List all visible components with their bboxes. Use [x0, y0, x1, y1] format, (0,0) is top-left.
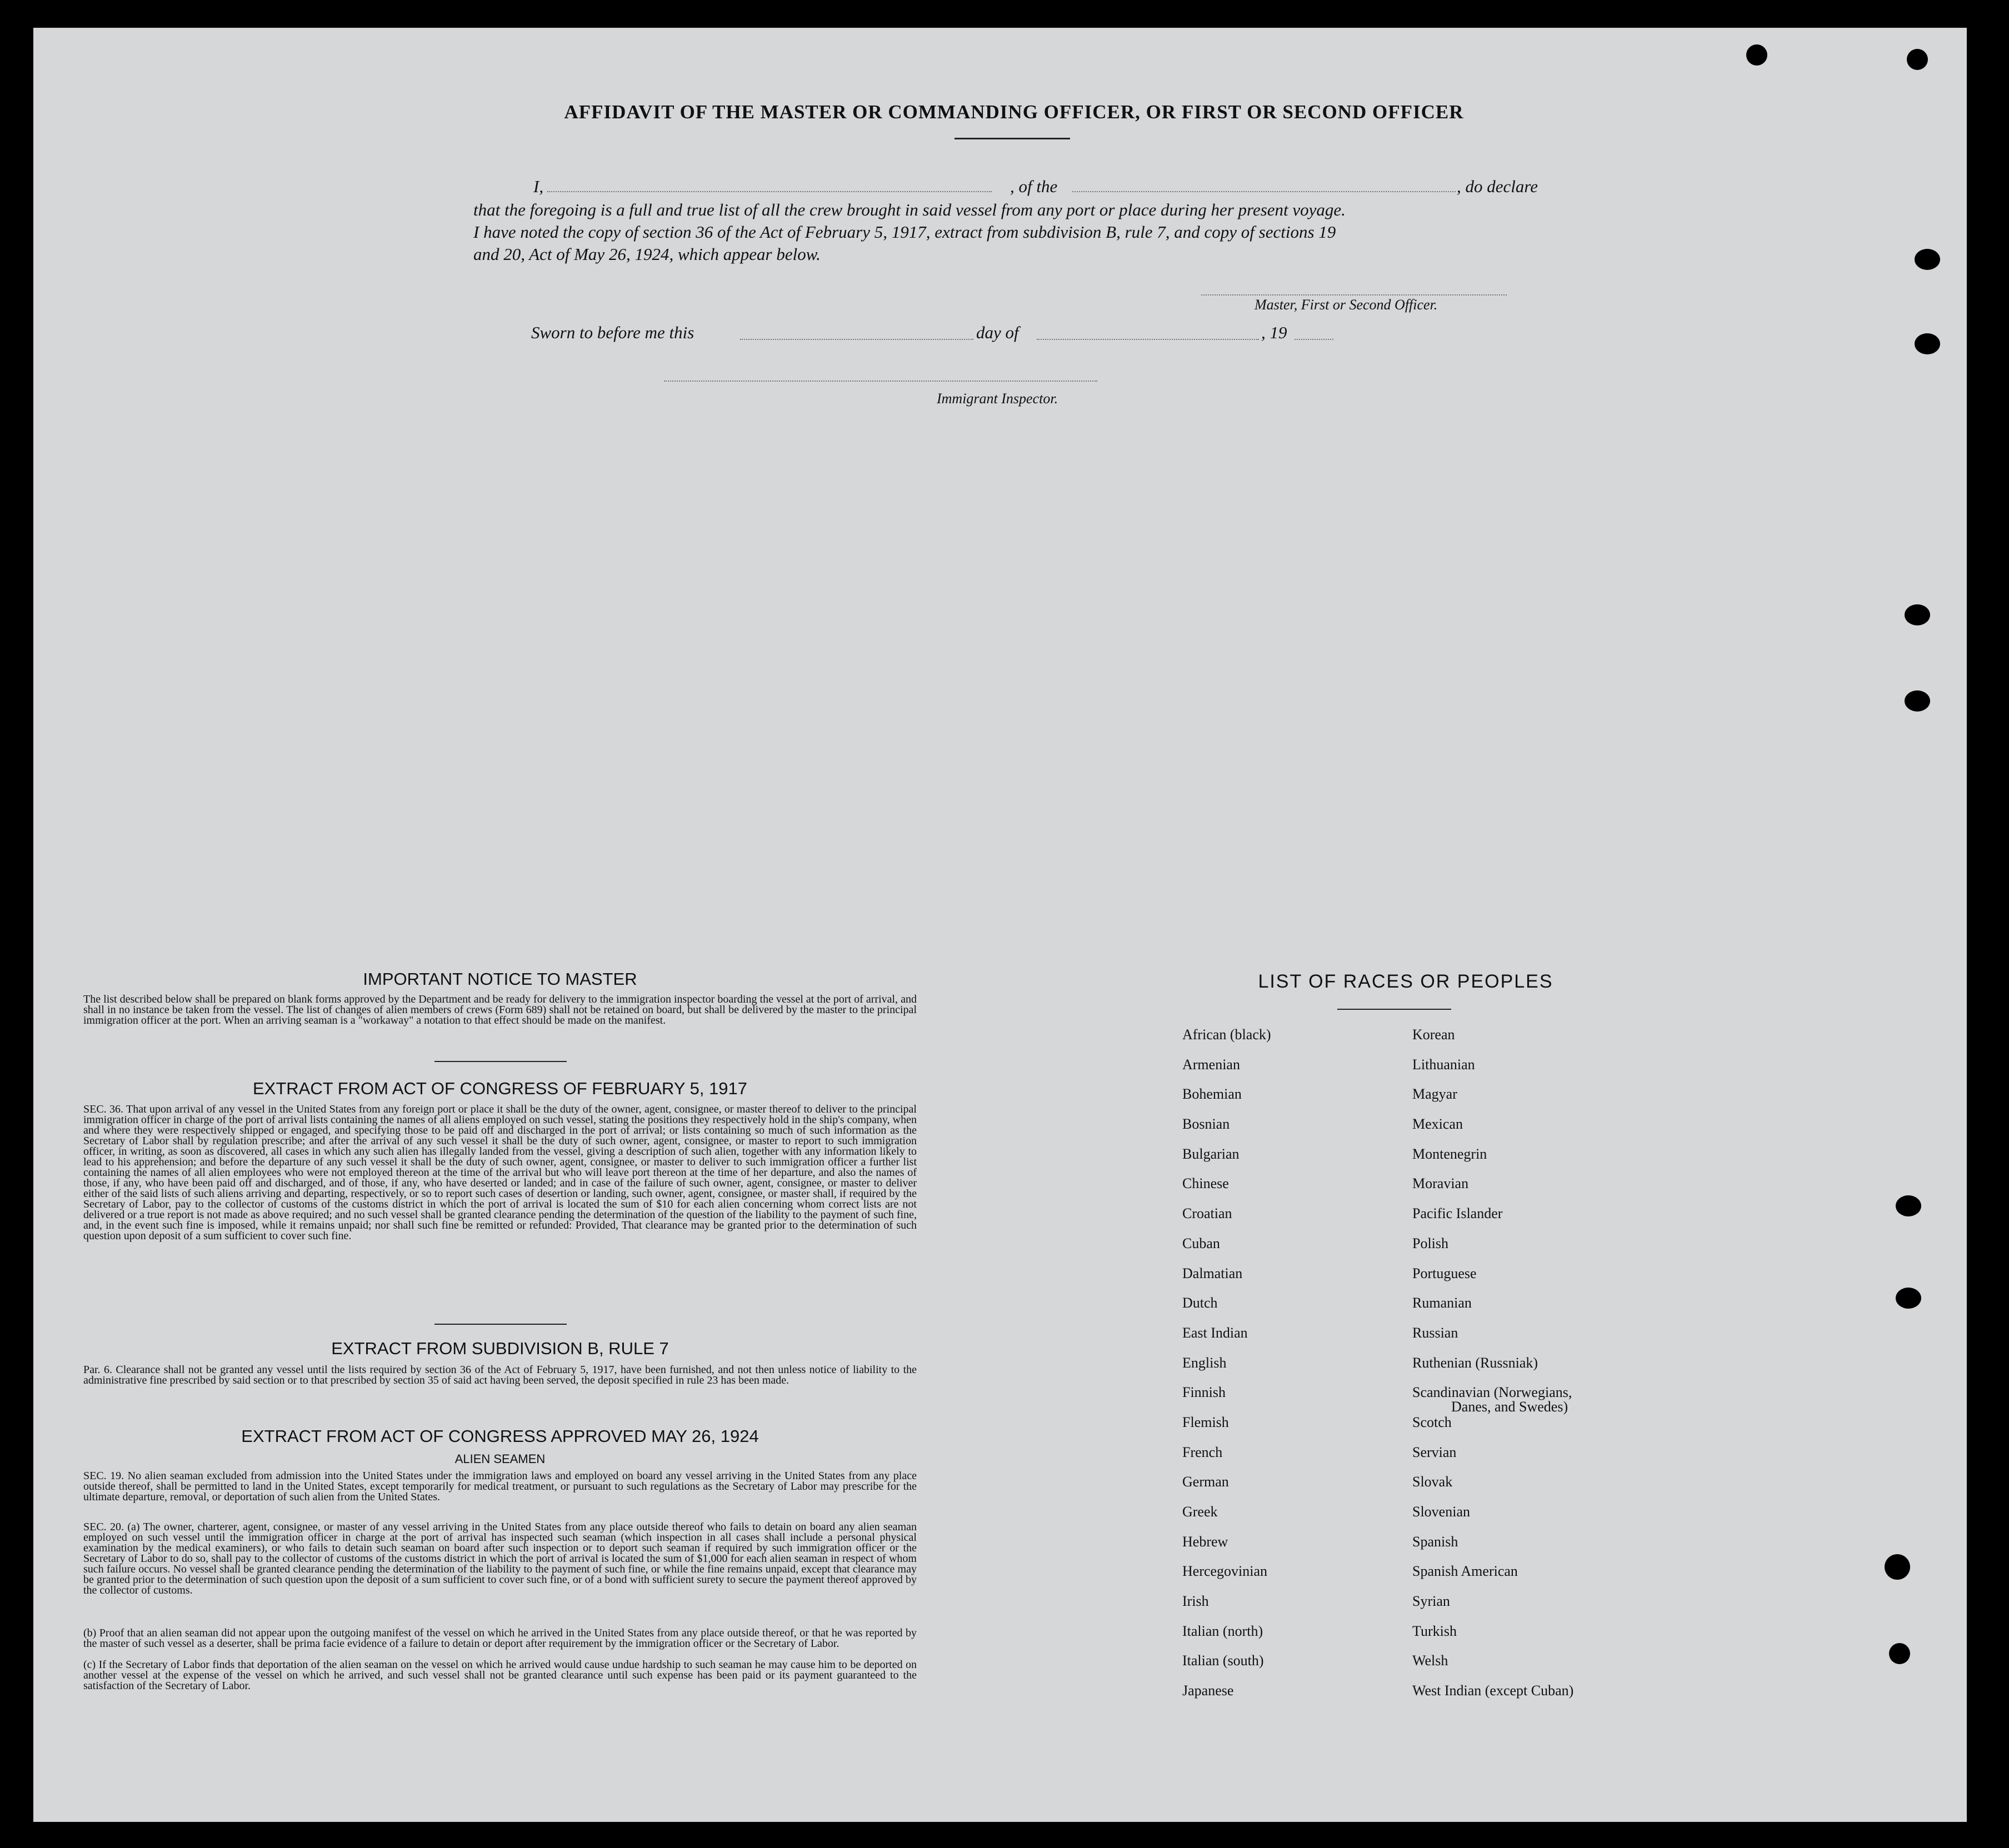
race-item: Slovak: [1412, 1474, 1453, 1490]
punch-hole: [1885, 1554, 1910, 1580]
master-signature-label: Master, First or Second Officer.: [1255, 297, 1438, 313]
race-item: Montenegrin: [1412, 1145, 1487, 1162]
race-item: Russian: [1412, 1324, 1458, 1341]
race-item: African (black): [1182, 1026, 1271, 1043]
punch-hole: [1905, 690, 1930, 712]
inspector-signature-label: Immigrant Inspector.: [937, 390, 1058, 407]
extract-1917-text: SEC. 36. That upon arrival of any vessel in the United States from any foreign port or place it shall be the duty of the owner, agent, consignee, or master thereof to deliver to the principal immigration officer in charge of the port of arrival lists containing the names of all aliens employed on such vessel, stating the positions they respectively hold in the ship's company, when and where they were respectively shipped or engaged, and specifying those to be paid off and discharged in the port of arrival; or lists containing so much of such information as the Secretary of Labor shall by regulation prescribe; and after the arrival of any such vessel it shall be the duty of such owner, agent, consignee, or master to report to such immigration officer, in writing, as soon as discovered, all cases in which any such alien has illegally landed from the vessel, giving a description of such alien, together with any information likely to lead to his apprehension; and before the departure of any such vessel it shall be the duty of such owner, agent, consignee, or master to deliver to such immigration officer a further list containing the names of all alien employees who were not employed thereon at the time of the arrival but who will leave port thereon at the time of her departure, and also the names of those, if any, who have been paid off and discharged, and of those, if any, who have deserted or landed; and in case of the failure of such owner, agent, consignee, or master to deliver either of the said lists of such aliens arriving and departing, respectively, or so to report such cases of desertion or landing, such owner, agent, consignee, or master shall, if required by the Secretary of Labor, pay to the collector of customs of the customs district in which the port of arrival is located the sum of $10 for each alien concerning whom correct lists are not delivered or a true report is not made as above required; and no such vessel shall be granted clearance pending the determination of the question of the liability to the payment of such fine, and, in the event such fine is imposed, while it remains unpaid; nor shall such fine be remitted or refunded: Provided, That clearance may be granted prior to the determination of such question upon deposit of a sum sufficient to cover such fine.: [83, 1103, 917, 1242]
race-item: Ruthenian (Russniak): [1412, 1354, 1538, 1371]
sec19-text: SEC. 19. No alien seaman excluded from admission into the United States under the immigration laws and employed on board any vessel arriving in the United States from any place outside thereof, shall be permitted to land in the United States, except temporarily for medical treatment, or pursuant to such regulations as the Secretary of Labor may prescribe for the ultimate departure, removal, or deportation of such alien from the United States.: [83, 1470, 917, 1503]
races-title-rule: [1337, 1009, 1451, 1010]
extract-1924-title: EXTRACT FROM ACT OF CONGRESS APPROVED MAY 26, 1924: [241, 1426, 759, 1446]
race-item: Pacific Islander: [1412, 1205, 1503, 1222]
race-item: Dutch: [1182, 1295, 1218, 1311]
vessel-blank-field[interactable]: [1072, 191, 1456, 192]
race-item: Italian (south): [1182, 1652, 1264, 1669]
extract-1917-title: EXTRACT FROM ACT OF CONGRESS OF FEBRUARY 5, 1917: [252, 1079, 748, 1098]
race-item: Scandinavian (Norwegians,: [1412, 1384, 1572, 1401]
race-item: Irish: [1182, 1593, 1209, 1610]
race-item: Italian (north): [1182, 1622, 1263, 1639]
race-item: Syrian: [1412, 1593, 1450, 1610]
section-divider: [434, 1061, 567, 1062]
race-item: Finnish: [1182, 1384, 1226, 1401]
race-item: Lithuanian: [1412, 1056, 1475, 1073]
race-item: Greek: [1182, 1504, 1218, 1520]
notice-title: IMPORTANT NOTICE TO MASTER: [363, 969, 637, 989]
race-item: English: [1182, 1354, 1227, 1371]
title-rule: [954, 138, 1070, 139]
race-item: Bosnian: [1182, 1116, 1230, 1133]
affidavit-line-1: that the foregoing is a full and true list of all the crew brought in said vessel from any port or place during her present voyage.: [473, 200, 1346, 219]
sworn-month-field[interactable]: [1037, 339, 1259, 340]
punch-hole: [1915, 249, 1940, 270]
race-item: Japanese: [1182, 1682, 1234, 1699]
race-item: Portuguese: [1412, 1265, 1477, 1281]
punch-hole: [1746, 44, 1767, 66]
race-item: Flemish: [1182, 1414, 1229, 1430]
punch-hole: [1896, 1288, 1921, 1309]
race-item: Korean: [1412, 1026, 1455, 1043]
sec20c-text: (c) If the Secretary of Labor finds that deportation of the alien seaman on the vessel on which he arrived would cause undue hardship to such seaman he may cause him to be deported on another vessel at the expense of the vessel on which he arrived, and such vessel shall not be granted clearance until such expense has been paid or its payment guaranteed to the satisfaction of the Secretary of Labor.: [83, 1659, 917, 1692]
extract-1924-subtitle: ALIEN SEAMEN: [454, 1452, 546, 1466]
year-text: , 19: [1261, 323, 1287, 342]
race-item: Dalmatian: [1182, 1265, 1243, 1281]
race-item: Welsh: [1412, 1652, 1448, 1669]
race-item: Slovenian: [1412, 1504, 1470, 1520]
sec20a-text: SEC. 20. (a) The owner, charterer, agent, consignee, or master of any vessel arriving in the United States from any place outside thereof who fails to detain on board any alien seaman employed on such vessel until the immigration officer in charge at the port of arrival has inspected such seaman (which inspection in all cases shall include a personal physical examination by the medical examiners), or who fails to detain such seaman on board after such inspection or to deport such seaman if required by such immigration officer or the Secretary of Labor to do so, shall pay to the collector of customs of the customs district in which the port of arrival is located the sum of $1,000 for each alien seaman in respect of whom such failure occurs. No vessel shall be granted clearance pending the determination of the liability to the payment of such fine, or while the fine remains unpaid, except that clearance may be granted prior to the determination of such question upon the deposit of a sum sufficient to cover such fine, or of a bond with sufficient surety to secure the payment thereof approved by the collector of customs.: [83, 1521, 917, 1596]
affidavit-line-3: and 20, Act of May 26, 1924, which appear below.: [473, 244, 821, 264]
race-item: Spanish American: [1412, 1563, 1518, 1580]
punch-hole: [1905, 604, 1930, 625]
race-item: Moravian: [1412, 1175, 1469, 1192]
punch-hole: [1915, 333, 1940, 354]
section-divider: [434, 1324, 567, 1325]
affidavit-of-the: , of the: [1010, 177, 1058, 196]
rule7-text: Par. 6. Clearance shall not be granted any vessel until the lists required by section 36 of the Act of February 5, 1917, have been furnished, and not then unless notice of liability to the administrative fine prescribed by said section or to that prescribed by section 35 of said act having been served, the deposit specified in rule 23 has been made.: [83, 1364, 917, 1386]
punch-hole: [1907, 49, 1928, 70]
race-item: Mexican: [1412, 1116, 1463, 1133]
race-item: Chinese: [1182, 1175, 1229, 1192]
affidavit-line-2: I have noted the copy of section 36 of the Act of February 5, 1917, extract from subdivision B, rule 7, and copy of sections 19: [473, 222, 1336, 242]
races-title: LIST OF RACES OR PEOPLES: [1258, 971, 1553, 992]
race-item: West Indian (except Cuban): [1412, 1682, 1574, 1699]
day-of-text: day of: [976, 323, 1019, 342]
race-item: Spanish: [1412, 1533, 1458, 1550]
race-item: Turkish: [1412, 1622, 1457, 1639]
race-item: Scotch: [1412, 1414, 1452, 1430]
race-item: Polish: [1412, 1235, 1449, 1251]
races-left-column: [1182, 1020, 1271, 1706]
affidavit-do-declare: , do declare: [1457, 177, 1538, 196]
master-signature-line[interactable]: [1201, 294, 1507, 296]
race-item: Hebrew: [1182, 1533, 1228, 1550]
sec20b-text: (b) Proof that an alien seaman did not appear upon the outgoing manifest of the vessel on which he arrived in the United States from any place outside thereof, or that he was reported by the master of such vessel as a deserter, shall be prima facie evidence of a failure to detain or deport after requirement by the immigration officer or the Secretary of Labor.: [83, 1627, 917, 1650]
affidavit-i: I,: [533, 177, 544, 196]
race-item: German: [1182, 1474, 1229, 1490]
race-item: Rumanian: [1412, 1295, 1472, 1311]
punch-hole: [1889, 1643, 1910, 1664]
races-right-column: [1412, 1020, 1573, 1706]
scandinavian-continuation: Danes, and Swedes): [1451, 1399, 1568, 1415]
race-item: French: [1182, 1444, 1223, 1460]
race-item: Croatian: [1182, 1205, 1232, 1222]
notice-text: The list described below shall be prepared on blank forms approved by the Department and be ready for delivery to the immigration inspector boarding the vessel at the port of arrival, and shall in no instance be taken from the vessel. The list of changes of alien members of crews (Form 689) shall not be retained on board, but shall be delivered by the master to the principal immigration officer at the port. When an arriving seaman is a "workaway" a notation to that effect should be made on the manifest.: [83, 993, 917, 1026]
name-blank-field[interactable]: [547, 191, 992, 192]
punch-hole: [1896, 1195, 1921, 1216]
race-item: Hercegovinian: [1182, 1563, 1268, 1580]
sworn-day-field[interactable]: [740, 339, 973, 340]
race-item: Magyar: [1412, 1086, 1457, 1103]
affidavit-title: AFFIDAVIT OF THE MASTER OR COMMANDING OFFICER, OR FIRST OR SECOND OFFICER: [564, 101, 1464, 123]
race-item: Armenian: [1182, 1056, 1240, 1073]
sworn-year-field[interactable]: [1295, 339, 1333, 340]
race-item: East Indian: [1182, 1324, 1248, 1341]
sworn-text: Sworn to before me this: [531, 323, 694, 342]
race-item: Bulgarian: [1182, 1145, 1240, 1162]
race-item: Bohemian: [1182, 1086, 1242, 1103]
inspector-signature-line[interactable]: [664, 380, 1097, 382]
rule7-title: EXTRACT FROM SUBDIVISION B, RULE 7: [331, 1339, 669, 1358]
race-item: Cuban: [1182, 1235, 1220, 1251]
race-item: Servian: [1412, 1444, 1457, 1460]
